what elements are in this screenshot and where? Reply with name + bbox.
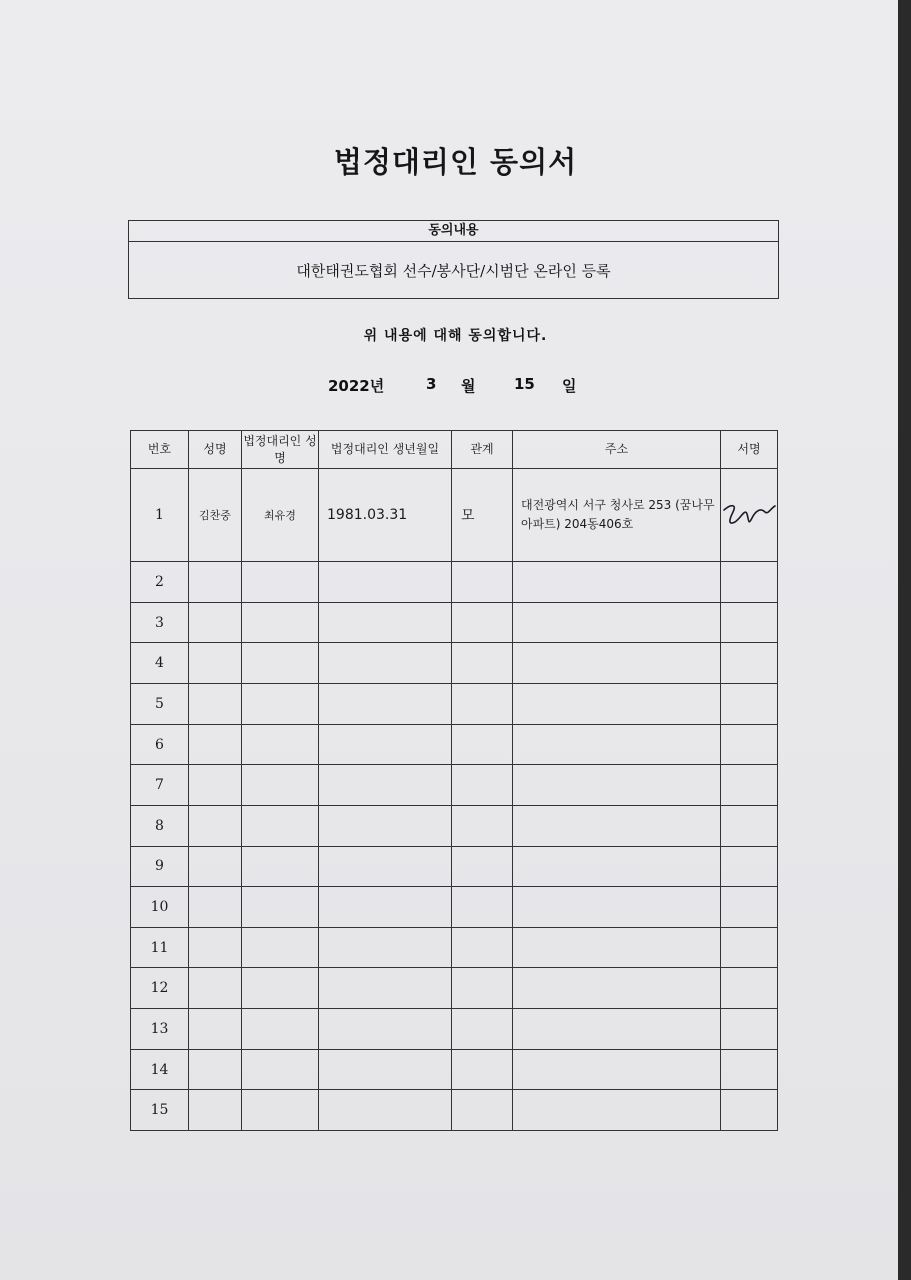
row-guardian-dob [319, 1009, 452, 1050]
row-guardian-dob [319, 927, 452, 968]
row-name [189, 968, 242, 1009]
row-guardian-dob [319, 1049, 452, 1090]
table-row [131, 562, 778, 603]
row-number: 9 [131, 846, 189, 887]
row-guardian-name [242, 765, 319, 806]
row-relation [452, 1049, 513, 1090]
row-signature [721, 887, 778, 928]
row-signature [721, 643, 778, 684]
row-address: 대전광역시 서구 청사로 253 (꿈나무아파트) 204동406호 [513, 469, 721, 562]
row-number: 8 [131, 805, 189, 846]
row-name [189, 1009, 242, 1050]
row-number: 4 [131, 643, 189, 684]
row-signature [721, 805, 778, 846]
row-number: 1 [131, 469, 189, 562]
row-address [513, 724, 721, 765]
row-relation [452, 805, 513, 846]
table-row [131, 469, 778, 562]
row-relation [452, 643, 513, 684]
row-relation [452, 1090, 513, 1131]
row-signature [721, 724, 778, 765]
row-relation [452, 562, 513, 603]
row-signature [721, 562, 778, 603]
table-row [131, 602, 778, 643]
table-row [131, 684, 778, 725]
row-signature [721, 927, 778, 968]
table-header-row [131, 431, 778, 469]
row-number: 5 [131, 684, 189, 725]
row-name [189, 887, 242, 928]
row-guardian-dob [319, 765, 452, 806]
row-guardian-dob [319, 846, 452, 887]
row-address [513, 602, 721, 643]
row-address [513, 968, 721, 1009]
row-address [513, 927, 721, 968]
row-signature [721, 1009, 778, 1050]
row-guardian-name [242, 1090, 319, 1131]
row-number: 14 [131, 1049, 189, 1090]
document-title: 법정대리인 동의서 [333, 145, 578, 179]
row-relation [452, 1009, 513, 1050]
table-row [131, 643, 778, 684]
table-row [131, 1090, 778, 1131]
row-number: 6 [131, 724, 189, 765]
table-row [131, 968, 778, 1009]
row-relation: 모 [452, 469, 513, 562]
row-guardian-name [242, 805, 319, 846]
date-day: 15 [514, 375, 535, 393]
table-row [131, 765, 778, 806]
consent-content-box [128, 220, 779, 299]
row-guardian-name [242, 1009, 319, 1050]
row-guardian-dob: 1981.03.31 [319, 469, 452, 562]
row-guardian-name [242, 846, 319, 887]
table-row [131, 887, 778, 928]
handwritten-signature-icon [721, 496, 777, 534]
row-guardian-dob [319, 805, 452, 846]
row-name [189, 927, 242, 968]
row-address [513, 1009, 721, 1050]
row-relation [452, 968, 513, 1009]
row-address [513, 887, 721, 928]
row-address [513, 805, 721, 846]
row-address [513, 562, 721, 603]
date-month-unit: 월 [461, 377, 476, 395]
row-relation [452, 765, 513, 806]
row-guardian-name [242, 724, 319, 765]
consent-content-body: 대한태권도협회 선수/봉사단/시범단 온라인 등록 [296, 262, 611, 280]
header-guardian-name: 법정대리인 성명 [242, 431, 319, 469]
row-guardian-name [242, 684, 319, 725]
row-guardian-name [242, 562, 319, 603]
row-guardian-dob [319, 643, 452, 684]
date-day-unit: 일 [562, 377, 577, 395]
header-guardian-dob: 법정대리인 생년월일 [319, 431, 452, 469]
row-guardian-name [242, 1049, 319, 1090]
header-name: 성명 [189, 431, 242, 469]
header-no: 번호 [131, 431, 189, 469]
table-row [131, 1009, 778, 1050]
row-number: 2 [131, 562, 189, 603]
date-year: 2022년 [328, 377, 385, 395]
row-relation [452, 724, 513, 765]
row-guardian-name [242, 643, 319, 684]
row-name [189, 562, 242, 603]
row-address [513, 1049, 721, 1090]
header-signature: 서명 [721, 431, 778, 469]
row-address [513, 1090, 721, 1131]
row-number: 10 [131, 887, 189, 928]
table-row [131, 846, 778, 887]
row-guardian-name [242, 927, 319, 968]
row-number: 15 [131, 1090, 189, 1131]
row-name [189, 724, 242, 765]
row-number: 7 [131, 765, 189, 806]
row-signature [721, 765, 778, 806]
row-signature [721, 968, 778, 1009]
table-row [131, 724, 778, 765]
row-name [189, 684, 242, 725]
row-guardian-dob [319, 684, 452, 725]
row-number: 11 [131, 927, 189, 968]
table-body [131, 469, 778, 1131]
row-relation [452, 684, 513, 725]
row-number: 12 [131, 968, 189, 1009]
row-number: 13 [131, 1009, 189, 1050]
row-signature [721, 602, 778, 643]
row-guardian-name: 최유경 [242, 469, 319, 562]
row-name [189, 1090, 242, 1131]
row-relation [452, 927, 513, 968]
row-signature [721, 846, 778, 887]
row-relation [452, 887, 513, 928]
row-guardian-dob [319, 1090, 452, 1131]
row-name [189, 765, 242, 806]
row-guardian-name [242, 887, 319, 928]
row-name [189, 602, 242, 643]
row-name: 김찬중 [189, 469, 242, 562]
agree-statement: 위 내용에 대해 동의합니다. [363, 328, 548, 344]
row-guardian-name [242, 602, 319, 643]
row-signature [721, 1049, 778, 1090]
row-signature [721, 469, 778, 562]
header-relation: 관계 [452, 431, 513, 469]
row-number: 3 [131, 602, 189, 643]
date-month: 3 [426, 375, 437, 393]
table-row [131, 1049, 778, 1090]
row-name [189, 846, 242, 887]
row-guardian-dob [319, 724, 452, 765]
row-address [513, 643, 721, 684]
table-row [131, 805, 778, 846]
row-signature [721, 1090, 778, 1131]
row-address [513, 684, 721, 725]
row-guardian-dob [319, 602, 452, 643]
row-signature [721, 684, 778, 725]
table-row [131, 927, 778, 968]
row-name [189, 643, 242, 684]
row-address [513, 846, 721, 887]
header-address: 주소 [513, 431, 721, 469]
row-address [513, 765, 721, 806]
row-name [189, 805, 242, 846]
row-guardian-name [242, 968, 319, 1009]
row-guardian-dob [319, 968, 452, 1009]
consent-content-header: 동의내용 [129, 221, 778, 242]
row-guardian-dob [319, 562, 452, 603]
row-relation [452, 846, 513, 887]
row-relation [452, 602, 513, 643]
row-name [189, 1049, 242, 1090]
guardian-consent-table [130, 430, 778, 1131]
row-guardian-dob [319, 887, 452, 928]
